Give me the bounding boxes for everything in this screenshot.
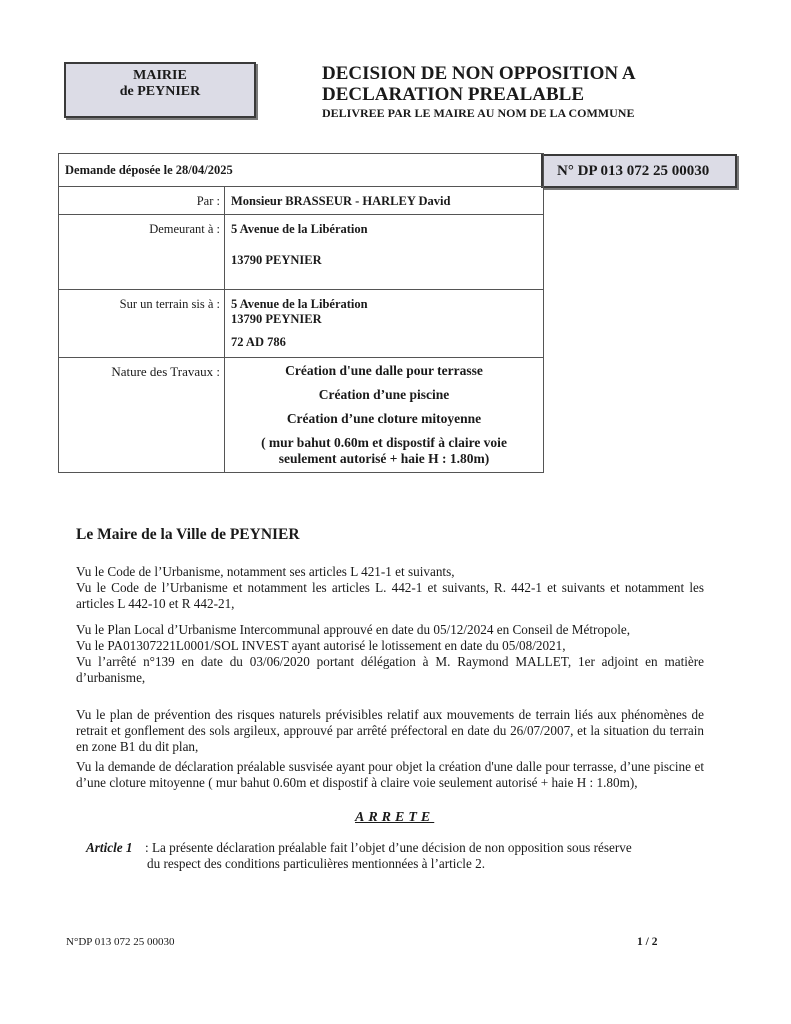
mairie-line1: MAIRIE (133, 68, 187, 83)
paragraph-code-1: Vu le Code de l’Urbanisme, notamment ses articles L 421-1 et suivants, (76, 564, 455, 579)
article-1-line1: : La présente déclaration préalable fait l’objet d’une décision de non opposition sous réserve (145, 840, 632, 855)
document-subtitle: DELIVREE PAR LE MAIRE AU NOM DE LA COMMUNE (322, 106, 635, 120)
paragraph-pa: Vu le PA01307221L0001/SOL INVEST ayant autorisé le lotissement en date du 05/08/2021, (76, 638, 566, 653)
label-par: Par : (59, 187, 225, 215)
label-nature: Nature des Travaux : (59, 358, 225, 473)
value-residence (225, 215, 544, 290)
work-item-4a: ( mur bahut 0.60m et dispostif à claire voie (261, 435, 507, 450)
terrain-parcel: 72 AD 786 (231, 335, 286, 349)
article-1-label: Article 1 (86, 840, 133, 855)
work-item-3: Création d’une cloture mitoyenne (286, 411, 482, 426)
label-terrain: Sur un terrain sis à : (59, 290, 225, 358)
mayor-heading: Le Maire de la Ville de PEYNIER (76, 526, 300, 543)
residence-city: 13790 PEYNIER (231, 253, 322, 267)
request-table (58, 153, 544, 473)
dossier-number-box: N° DP 013 072 25 00030 (541, 154, 737, 188)
terrain-city: 13790 PEYNIER (231, 312, 322, 326)
document-title (322, 63, 636, 105)
mairie-box (64, 62, 256, 118)
arrete-heading: ARRETE (355, 810, 435, 825)
work-item-1: Création d'une dalle pour terrasse (285, 363, 483, 378)
paragraph-code-2: Vu le Code de l’Urbanisme et notamment les articles L. 442-1 et suivants, R. 442-1 et suivants et notamment les articles L 442-10 et R 442-21, (76, 580, 704, 611)
value-nature (225, 358, 544, 473)
title-line1: DECISION DE NON OPPOSITION A (322, 63, 636, 84)
title-line2: DECLARATION PREALABLE (322, 84, 584, 105)
paragraph-pprn: Vu le plan de prévention des risques naturels prévisibles relatif aux mouvements de terrain liés aux phénomènes de retrait et gonflement des sols argileux, approuvé par arrêté préfectoral en date du 26/07/2007, et la situation du terrain en zone B1 du dit plan, (76, 707, 704, 754)
paragraph-demande: Vu la demande de déclaration préalable susvisée ayant pour objet la création d'une dalle pour terrasse, d’une piscine et d’une cloture mitoyenne ( mur bahut 0.60m et dispostif à claire voie seulement autorisé + haie H : 1.80m), (76, 759, 704, 790)
paragraph-plu: Vu le Plan Local d’Urbanisme Intercommunal approuvé en date du 05/12/2024 en Conseil de Métropole, (76, 622, 631, 637)
page-number: 1 / 2 (637, 936, 658, 948)
label-demeurant: Demeurant à : (59, 215, 225, 290)
mairie-line2: de PEYNIER (119, 84, 201, 99)
terrain-street: 5 Avenue de la Libération (231, 297, 368, 311)
deposit-row: Demande déposée le 28/04/2025 (59, 154, 544, 187)
paragraph-arrete-delegation: Vu l’arrêté n°139 en date du 03/06/2020 portant délégation à M. Raymond MALLET, 1er adjoint en matière d’urbanisme, (76, 654, 704, 685)
value-terrain (225, 290, 544, 358)
article-1-line2: du respect des conditions particulières mentionnées à l’article 2. (147, 856, 485, 871)
residence-street: 5 Avenue de la Libération (231, 222, 368, 236)
value-applicant: Monsieur BRASSEUR - HARLEY David (225, 187, 544, 215)
footer-reference: N°DP 013 072 25 00030 (66, 936, 175, 948)
work-item-4b: seulement autorisé + haie H : 1.80m) (278, 451, 490, 466)
work-item-2: Création d’une piscine (318, 387, 450, 402)
